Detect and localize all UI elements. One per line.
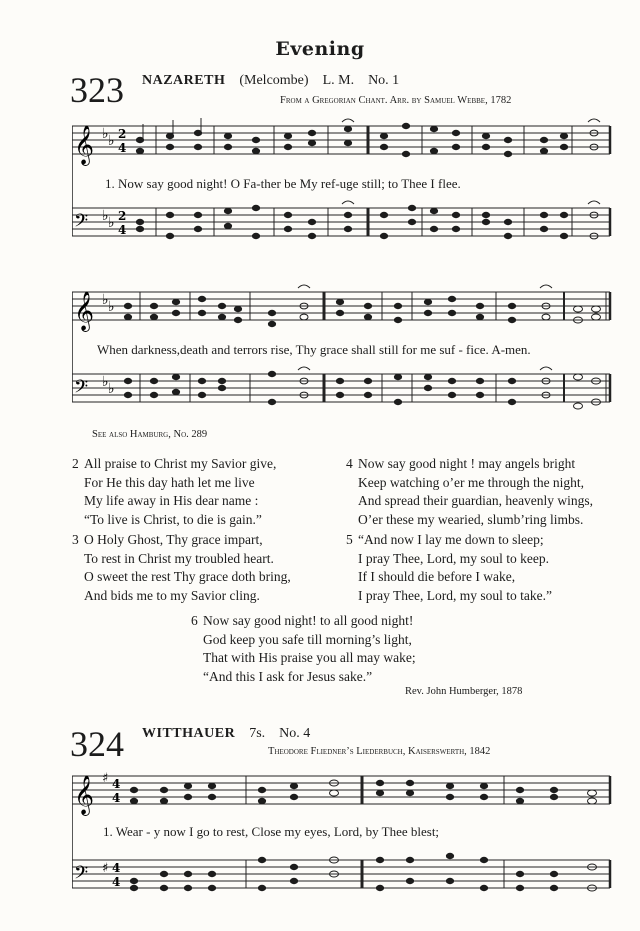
verse-number: 6 xyxy=(191,613,198,628)
svg-text:𝄢: 𝄢 xyxy=(74,377,89,402)
svg-text:𝄞: 𝄞 xyxy=(74,291,95,331)
meter: 7s. xyxy=(249,726,266,741)
tune-name: WITTHAUER xyxy=(142,726,236,741)
verse-line: That with His praise you all may wake; xyxy=(203,650,416,666)
bass-staff xyxy=(72,860,610,889)
verse-line: Keep watching o’er me through the night, xyxy=(358,474,585,490)
verse-line: “And this I ask for Jesus sake.” xyxy=(203,668,373,684)
verse-line: And bids me to my Savior cling. xyxy=(84,587,260,603)
bass-staff xyxy=(72,208,610,237)
verse-line: “To live is Christ, to die is gain.” xyxy=(84,511,262,527)
verse-line: O’er these my wearied, slumb’ring limbs. xyxy=(358,511,584,527)
lyrics-line-1: 1. Now say good night! O Fa-ther be My ref-uge still; to Thee I flee. xyxy=(105,176,461,191)
svg-text:𝄞: 𝄞 xyxy=(74,775,95,815)
svg-text:♭: ♭ xyxy=(108,133,115,149)
svg-text:4: 4 xyxy=(112,777,121,791)
svg-text:4: 4 xyxy=(112,875,121,889)
svg-text:♯: ♯ xyxy=(102,771,109,786)
svg-text:2: 2 xyxy=(118,209,127,223)
verse-line: Now say good night! to all good night! xyxy=(203,613,414,628)
verse-line: Now say good night ! may angels bright xyxy=(358,456,576,471)
tune-credit-324: Theodore Fliedner’s Liederbuch, Kaiserswerth, 1842 xyxy=(268,746,491,757)
verse-number: 5 xyxy=(346,532,353,547)
treble-staff xyxy=(72,125,610,166)
hymn-author: Rev. John Humberger, 1878 xyxy=(405,686,523,697)
music-system-3 xyxy=(72,768,612,918)
hymn-number-323: 323 xyxy=(70,70,124,110)
svg-text:♭: ♭ xyxy=(102,374,109,390)
svg-text:♭: ♭ xyxy=(108,381,115,397)
verse-line: O Holy Ghost, Thy grace impart, xyxy=(84,532,263,547)
verse-line: My life away in His dear name : xyxy=(84,493,259,509)
verse-number: 3 xyxy=(72,532,79,547)
svg-text:4: 4 xyxy=(112,861,121,875)
svg-text:♭: ♭ xyxy=(108,215,115,231)
verse-6 xyxy=(191,612,416,686)
verse-line: God keep you safe till morning’s light, xyxy=(203,631,412,647)
verse-4 xyxy=(346,455,594,529)
svg-text:𝄞: 𝄞 xyxy=(74,125,95,165)
svg-text:♭: ♭ xyxy=(102,208,109,224)
meter: L. M. xyxy=(322,73,355,88)
svg-text:4: 4 xyxy=(112,791,121,805)
svg-text:𝄢: 𝄢 xyxy=(74,863,89,888)
verse-line: If I should die before I wake, xyxy=(358,569,516,585)
verse-line: And spread their guardian, heavenly wings, xyxy=(358,493,594,509)
tune-number: No. 4 xyxy=(279,726,311,741)
treble-staff xyxy=(72,771,610,816)
svg-text:♭: ♭ xyxy=(102,126,109,142)
lyrics-line-324-1: 1. Wear - y now I go to rest, Close my eyes, Lord, by Thee blest; xyxy=(103,824,440,839)
hymn-number-324: 324 xyxy=(70,724,124,764)
svg-text:4: 4 xyxy=(118,223,127,237)
verse-number: 4 xyxy=(346,456,353,471)
svg-text:𝄢: 𝄢 xyxy=(74,211,89,236)
verse-line: O sweet the rest Thy grace doth bring, xyxy=(84,569,291,585)
tune-number: No. 1 xyxy=(368,73,400,88)
verse-3 xyxy=(72,531,291,605)
svg-text:♭: ♭ xyxy=(102,292,109,308)
verse-line: I pray Thee, Lord, my soul to take.” xyxy=(358,587,552,603)
verse-line: To rest in Christ my troubled heart. xyxy=(84,550,274,566)
verse-5 xyxy=(346,531,552,605)
tune-header-324 xyxy=(142,726,310,742)
tune-header-323 xyxy=(142,73,399,89)
see-also-note: See also Hamburg, No. 289 xyxy=(92,429,208,440)
tune-alt-name: (Melcombe) xyxy=(239,73,309,88)
svg-text:♭: ♭ xyxy=(108,299,115,315)
svg-text:♯: ♯ xyxy=(102,861,109,876)
svg-text:4: 4 xyxy=(118,141,127,155)
lyrics-line-2: When darkness,death and terrors rise, Thy grace shall still for me suf - fice. A-men. xyxy=(97,342,531,357)
svg-text:2: 2 xyxy=(118,127,127,141)
verse-2 xyxy=(72,455,277,529)
verse-line: “And now I lay me down to sleep; xyxy=(358,532,544,547)
verse-line: All praise to Christ my Savior give, xyxy=(84,456,277,471)
section-title: Evening xyxy=(275,38,365,60)
verse-number: 2 xyxy=(72,456,79,471)
tune-credit-323: From a Gregorian Chant. Arr. by Samuel Webbe, 1782 xyxy=(280,95,512,106)
verse-line: For He this day hath let me live xyxy=(84,474,255,490)
verse-line: I pray Thee, Lord, my soul to keep. xyxy=(358,550,549,566)
tune-name: NAZARETH xyxy=(142,73,226,88)
